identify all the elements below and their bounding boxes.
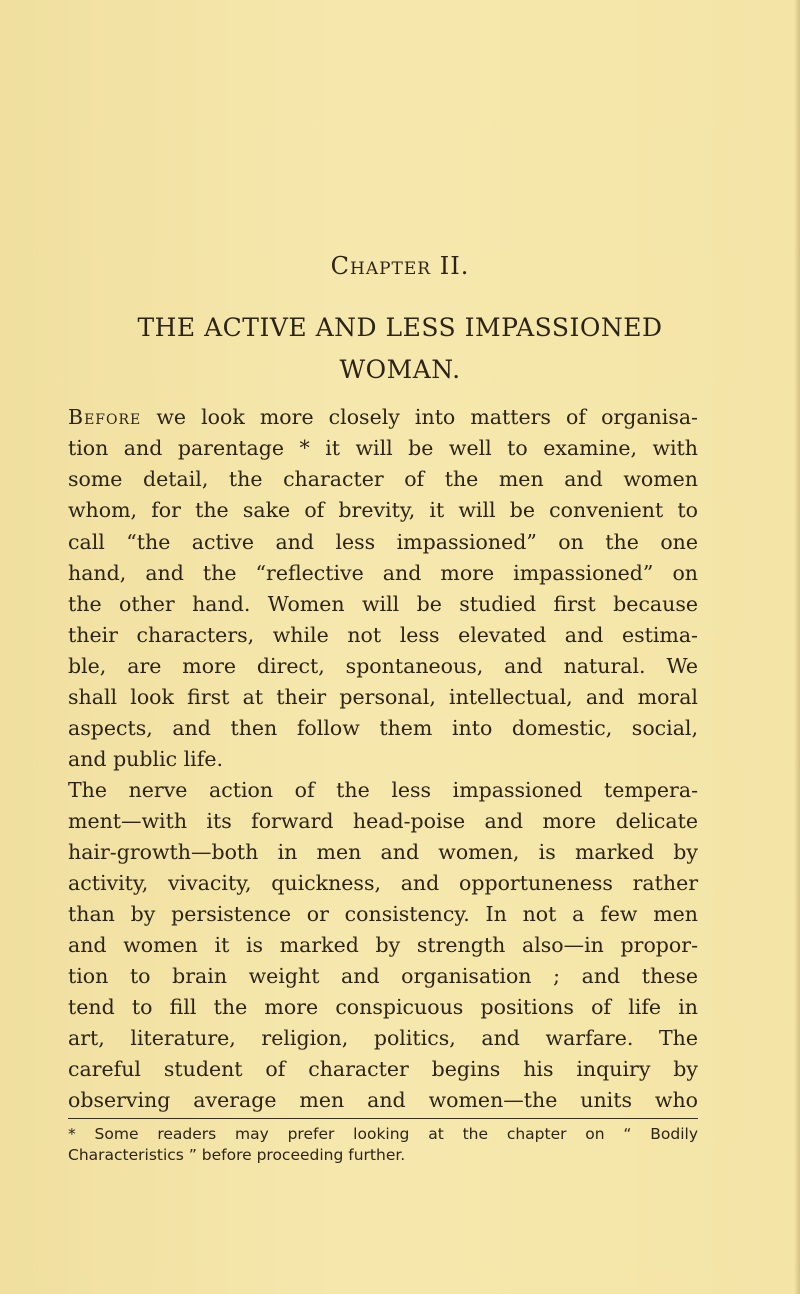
body-line-10: shall look first at their personal, intellectual, and moral [68,685,698,709]
body-line-19: tion to brain weight and organisation ; and these [68,964,698,988]
body-line-5: call “the active and less impassioned” on the one [68,530,698,554]
footnote-rule [68,1118,698,1119]
body-line-2: tion and parentage * it will be well to examine, with [68,436,698,460]
body-line-9: ble, are more direct, spontaneous, and natural. We [68,654,698,678]
body-line-20: tend to fill the more conspicuous positions of life in [68,995,698,1019]
body-line-14: ment—with its forward head-poise and more delicate [68,809,698,833]
body-line-7: the other hand. Women will be studied first because [68,592,698,616]
body-line-22: careful student of character begins his inquiry by [68,1057,698,1081]
body-line-4: whom, for the sake of brevity, it will be convenient to [68,498,698,522]
footnote-line-2: Characteristics ” before proceeding further. [68,1146,406,1164]
body-line-11: aspects, and then follow them into domestic, social, [68,716,698,740]
page-edge-shadow [794,0,800,1294]
chapter-title-line-2: WOMAN. [339,355,461,384]
body-line-18: and women it is marked by strength also—in propor- [68,933,698,957]
chapter-title-line-1: THE ACTIVE AND LESS IMPASSIONED [137,313,663,342]
body-line-1: Before we look more closely into matters of organisa- [68,405,698,429]
footnote-line-1: * Some readers may prefer looking at the chapter on “ Bodily [68,1125,698,1143]
body-line-23: observing average men and women—the units who [68,1088,698,1112]
body-line-16: activity, vivacity, quickness, and opportuneness rather [68,871,698,895]
body-line-13: The nerve action of the less impassioned tempera- [68,778,698,802]
body-line-15: hair-growth—both in men and women, is marked by [68,840,698,864]
body-line-3: some detail, the character of the men and women [68,467,698,491]
body-line-12: and public life. [68,747,223,771]
body-line-6: hand, and the “reflective and more impassioned” on [68,561,698,585]
body-line-17: than by persistence or consistency. In not a few men [68,902,698,926]
chapter-heading: Chapter II. [330,252,470,280]
opening-word: Before [68,405,142,429]
body-line-21: art, literature, religion, politics, and warfare. The [68,1026,698,1050]
body-line-8: their characters, while not less elevated and estima- [68,623,698,647]
